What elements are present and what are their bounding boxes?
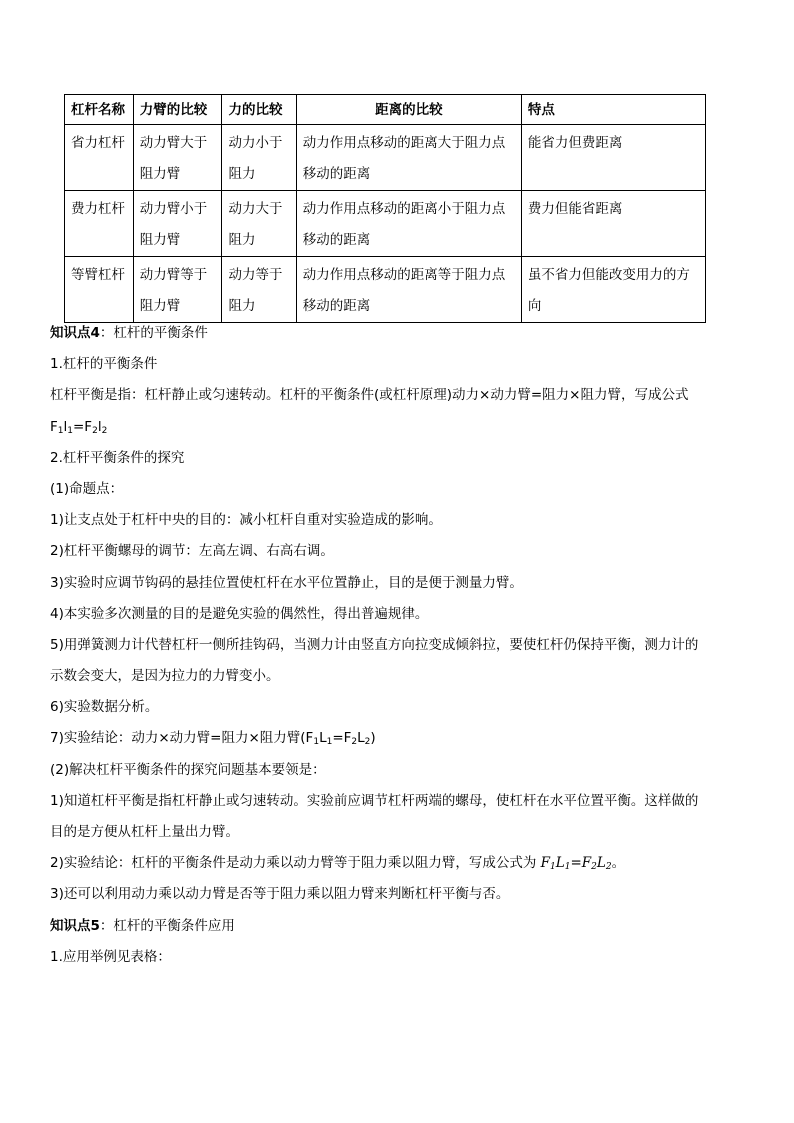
formula: $F_1L_1=F_2L_2$ <box>540 855 612 873</box>
table-cell: 动力臂大于阻力臂 <box>133 125 222 191</box>
section-heading: 1.杠杆的平衡条件 <box>50 356 158 373</box>
header-feature: 特点 <box>521 95 705 125</box>
header-distance-compare: 距离的比较 <box>296 95 521 125</box>
kp4-label: 知识点4 <box>50 325 100 341</box>
table-cell: 能省力但费距离 <box>521 125 705 191</box>
section-heading: 2.杠杆平衡条件的探究 <box>50 449 185 466</box>
table-cell: 动力臂等于阻力臂 <box>133 257 222 323</box>
list-item: 4)本实验多次测量的目的是避免实验的偶然性，得出普遍规律。 <box>50 605 429 622</box>
list-item: 3)还可以利用动力乘以动力臂是否等于阻力乘以阻力臂来判断杠杆平衡与否。 <box>50 886 510 903</box>
table-cell: 费力但能省距离 <box>521 191 705 257</box>
kp5-label: 知识点5 <box>50 917 100 934</box>
table-cell: 动力作用点移动的距离大于阻力点移动的距离 <box>296 125 521 191</box>
lever-comparison-table <box>64 94 706 323</box>
header-arm-compare: 力臂的比较 <box>133 95 222 125</box>
list-item: 目的是方便从杠杆上量出力臂。 <box>50 824 239 840</box>
paragraph: (1)命题点： <box>50 480 124 497</box>
list-item: 3)实验时应调节钩码的悬挂位置使杠杆在水平位置静止，目的是便于测量力臂。 <box>50 574 523 591</box>
header-force-compare: 力的比较 <box>222 95 296 125</box>
table-cell: 动力等于阻力 <box>222 257 296 323</box>
table-row <box>65 191 706 257</box>
table-cell: 虽不省力但能改变用力的方向 <box>521 257 705 323</box>
section-heading: 1.应用举例见表格： <box>50 948 171 965</box>
paragraph: 杠杆平衡是指：杠杆静止或匀速转动。杠杆的平衡条件(或杠杆原理)动力×动力臂=阻力×阻力臂，写成公式 <box>50 387 689 404</box>
table-row <box>65 257 706 323</box>
list-item: 1)让支点处于杠杆中央的目的：减小杠杆自重对实验造成的影响。 <box>50 512 442 529</box>
table-row <box>65 125 706 191</box>
table-cell: 动力大于阻力 <box>222 191 296 257</box>
table-cell: 动力臂小于阻力臂 <box>133 191 222 257</box>
formula-line: $F_1l_1=F_2l_2$ <box>50 418 108 436</box>
body-text <box>50 318 720 973</box>
table-cell: 动力作用点移动的距离小于阻力点移动的距离 <box>296 191 521 257</box>
kp4-heading: 知识点4：杠杆的平衡条件 <box>50 325 208 341</box>
table-header-row <box>65 95 706 125</box>
table-cell: 动力作用点移动的距离等于阻力点移动的距离 <box>296 257 521 323</box>
list-item: 7)实验结论：动力×动力臂=阻力×阻力臂$(F_1L_1=F_2L_2)$ <box>50 730 376 748</box>
table-cell: 等臂杠杆 <box>65 257 134 323</box>
list-item: 2)杠杆平衡螺母的调节：左高左调、右高右调。 <box>50 543 334 560</box>
table-cell: 费力杠杆 <box>65 191 134 257</box>
list-item: 1)知道杠杆平衡是指杠杆静止或匀速转动。实验前应调节杠杆两端的螺母，使杠杆在水平位置平衡。这样做的 <box>50 792 699 809</box>
list-item: 示数会变大，是因为拉力的力臂变小。 <box>50 668 280 685</box>
header-lever-name: 杠杆名称 <box>65 95 134 125</box>
list-item: 2)实验结论：杠杆的平衡条件是动力乘以动力臂等于阻力乘以阻力臂，写成公式为 $F_1L_1=F_2L_2$。 <box>50 855 626 873</box>
table-cell: 省力杠杆 <box>65 125 134 191</box>
list-item: 6)实验数据分析。 <box>50 699 159 716</box>
kp4-title: 杠杆的平衡条件 <box>113 325 208 341</box>
paragraph: (2)解决杠杆平衡条件的探究问题基本要领是： <box>50 761 326 778</box>
kp5-title: 杠杆的平衡条件应用 <box>113 917 235 934</box>
table-cell: 动力小于阻力 <box>222 125 296 191</box>
kp5-heading: 知识点5：杠杆的平衡条件应用 <box>50 917 235 934</box>
list-item: 5)用弹簧测力计代替杠杆一侧所挂钩码，当测力计由竖直方向拉变成倾斜拉，要使杠杆仍保持平衡，测力计的 <box>50 636 699 653</box>
